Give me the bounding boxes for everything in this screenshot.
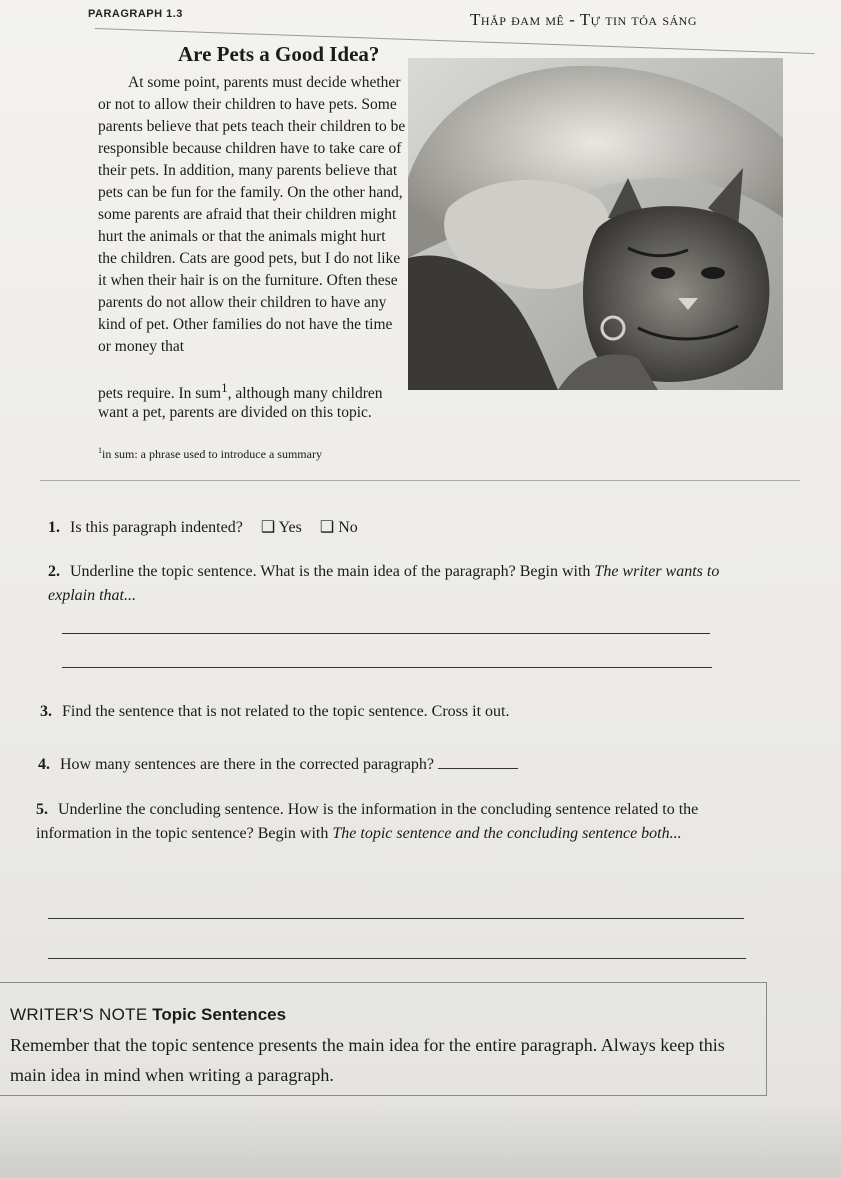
question-number: 5.: [36, 801, 48, 818]
question-4: [38, 752, 518, 777]
question-number: 4.: [38, 756, 50, 773]
paragraph-title: Are Pets a Good Idea?: [178, 42, 380, 66]
footnote-marker: 1: [221, 380, 228, 395]
answer-line[interactable]: [48, 918, 744, 919]
question-number: 2.: [48, 563, 60, 580]
writers-note-label: WRITER'S NOTE: [10, 1005, 148, 1024]
writers-note-subtitle: Topic Sentences: [152, 1005, 287, 1024]
question-2: [48, 560, 768, 608]
answer-line[interactable]: [48, 958, 746, 959]
paragraph-tail-text: pets require. In sum: [98, 385, 222, 403]
answer-prompt: The writer wants to explain that...: [48, 563, 720, 604]
footnote-text: in sum: a phrase used to introduce a summary: [102, 447, 322, 461]
paragraph-body: At some point, parents must decide whether or not to allow their children to have pets. Some parents believe that pets teach their children to be responsible because children have to take care of their pets. In addition, many parents believe that pets can be fun for the family. On the other hand, some parents are afraid that their children might hurt the animals or that the animals might hurt the children. Cats are good pets, but I do not like it when their hair is on the furniture. Often these parents do not allow their children to have any kind of pet. Other families do not have the time or money that: [98, 74, 406, 355]
question-text: Underline the topic sentence. What is the main idea of the paragraph? Begin with: [70, 563, 591, 580]
paragraph-last-line: want a pet, parents are divided on this topic.: [98, 404, 372, 421]
question-text: Is this paragraph indented?: [70, 519, 243, 536]
writers-note-title: [10, 1005, 286, 1025]
question-5: [36, 798, 756, 846]
paragraph-tail-text: , although many children: [227, 385, 383, 403]
writers-note-body: Remember that the topic sentence presents the main idea for the entire paragraph. Always keep this main idea in mind when writing a paragraph.: [10, 1035, 725, 1085]
question-1: [48, 516, 358, 540]
page-header-title: Thắp đam mê - Tự tin tỏa sáng: [470, 10, 698, 29]
answer-line[interactable]: [62, 633, 710, 634]
question-text: Find the sentence that is not related to the topic sentence. Cross it out.: [62, 703, 510, 720]
footnote-number: 1: [98, 446, 102, 455]
section-divider: [40, 480, 800, 481]
checkbox-no[interactable]: ❑ No: [319, 519, 358, 536]
question-text: Underline the concluding sentence. How is the information in the concluding sentence related to the information in the topic sentence? Begin with: [36, 801, 699, 842]
paragraph-tail-line: [98, 380, 383, 403]
footnote: [98, 446, 322, 462]
question-number: 3.: [40, 703, 52, 720]
question-3: [40, 700, 509, 724]
answer-prompt: The topic sentence and the concluding sentence both...: [332, 825, 682, 842]
checkbox-yes[interactable]: ❑ Yes: [260, 519, 302, 536]
section-label: PARAGRAPH 1.3: [88, 8, 183, 20]
photo-illustration: [408, 58, 783, 390]
answer-blank[interactable]: [438, 752, 518, 769]
answer-line[interactable]: [62, 667, 712, 668]
girl-with-cat-photo: [408, 58, 783, 390]
question-number: 1.: [48, 519, 60, 536]
question-text: How many sentences are there in the corrected paragraph?: [60, 756, 435, 773]
page-shadow: [0, 1100, 841, 1177]
